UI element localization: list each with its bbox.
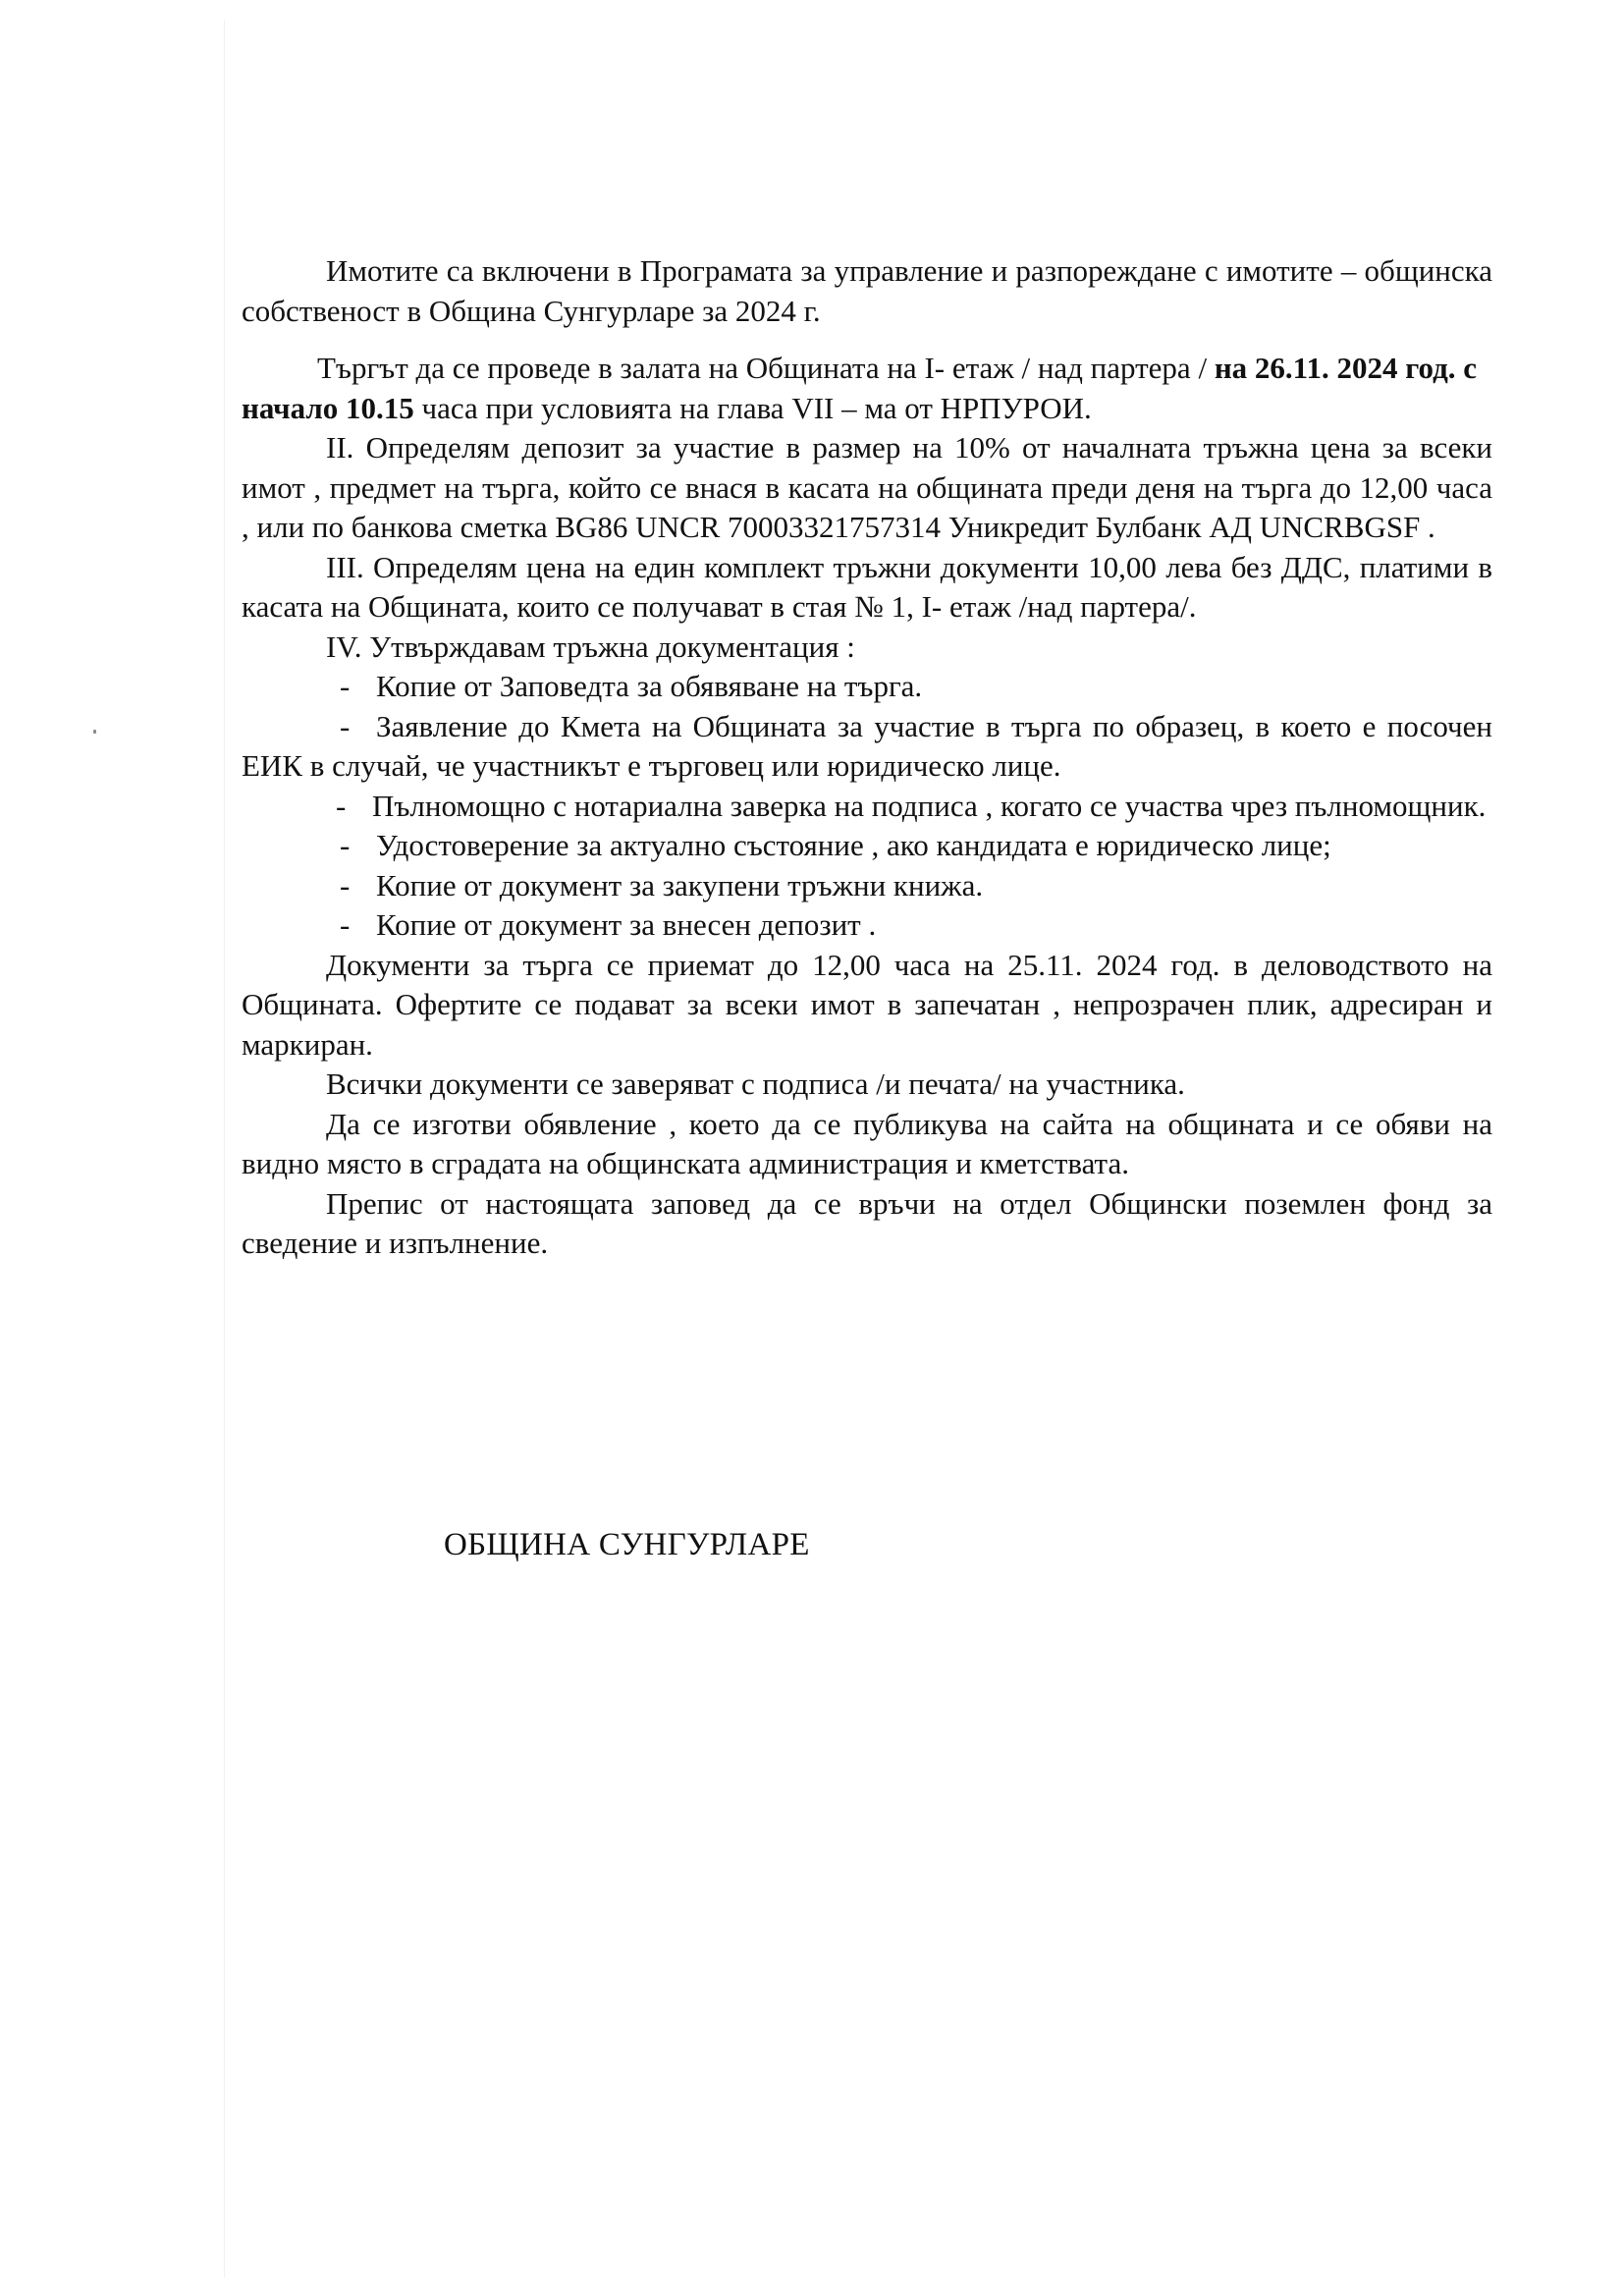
list-item — [242, 667, 1492, 707]
certify-paragraph: Всички документи се заверяват с подписа /и печата/ на участника. — [326, 1066, 1185, 1101]
signature-block: ОБЩИНА СУНГУРЛАРЕ — [444, 1527, 810, 1562]
list-item-text: Копие от Заповедта за обявяване на търга. — [376, 669, 923, 703]
venue-paragraph — [242, 349, 1492, 428]
venue-date: на 26.11. 2024 год. с начало 10.15 — [242, 351, 1478, 425]
document-body — [242, 251, 1492, 1264]
list-dash: - — [340, 708, 351, 743]
list-item-text: Копие от документ за внесен депозит . — [376, 907, 877, 942]
list-dash: - — [340, 907, 351, 942]
list-dash: - — [340, 828, 351, 862]
list-item — [242, 826, 1492, 866]
announce-paragraph: Да се изготви обявление , което да се публикува на сайта на общината и се обяви на видно място в сградата на общинската администрация и кметствата. — [242, 1106, 1492, 1180]
list-item — [242, 787, 1492, 827]
scan-speck — [93, 730, 96, 734]
list-item-text: Копие от документ за закупени тръжни книжа. — [376, 867, 984, 902]
list-item-text: Заявление до Кмета на Общината за участие в търга по образец, в което е посочен ЕИК в случай, че участникът е търговец или юридическо лице. — [242, 708, 1492, 783]
intro-paragraph: Имотите са включени в Програмата за управление и разпореждане с имотите – общинска собственост в Община Сунгурларе за 2024 г. — [242, 253, 1492, 328]
scan-edge-line — [224, 20, 225, 2278]
price-paragraph: III. Определям цена на един комплект тръжни документи 10,00 лева без ДДС, платими в касата на Общината, които се получават в стая № 1, I- етаж /над партера/. — [242, 549, 1492, 624]
deposit-paragraph: II. Определям депозит за участие в размер на 10% от началната тръжна цена за всеки имот , предмет на търга, който се внася в касата на общината преди деня на търга до 12,00 часа , или по банкова сметка BG86 UNCR 70003321757314 Уникредит Булбанк АД UNCRBGSF . — [242, 430, 1492, 544]
copy-paragraph: Препис от настоящата заповед да се връчи на отдел Общински поземлен фонд за сведение и изпълнение. — [242, 1185, 1492, 1260]
list-item-text: Удостоверение за актуално състояние , ако кандидата е юридическо лице; — [376, 828, 1331, 862]
approve-paragraph: IV. Утвърждавам тръжна документация : — [326, 629, 855, 664]
venue-text: Търгът да се проведе в залата на Общината на I- етаж / над партера / — [317, 351, 1208, 385]
paragraph-gap — [242, 331, 1492, 349]
list-item — [242, 707, 1492, 787]
list-item — [242, 866, 1492, 906]
submission-paragraph: Документи за търга се приемат до 12,00 часа на 25.11. 2024 год. в деловодството на Общината. Офертите се подават за всеки имот в запечатан , непрозрачен плик, адресиран и маркиран. — [242, 947, 1492, 1062]
list-dash: - — [340, 867, 351, 902]
list-item-text: Пълномощно с нотариална заверка на подписа , когато се участва чрез пълномощник. — [372, 788, 1487, 823]
list-item — [242, 905, 1492, 946]
venue-rest: часа при условията на глава VII – ма от НРПУРОИ. — [421, 390, 1092, 425]
list-dash: - — [340, 669, 351, 703]
list-dash: - — [336, 788, 347, 823]
